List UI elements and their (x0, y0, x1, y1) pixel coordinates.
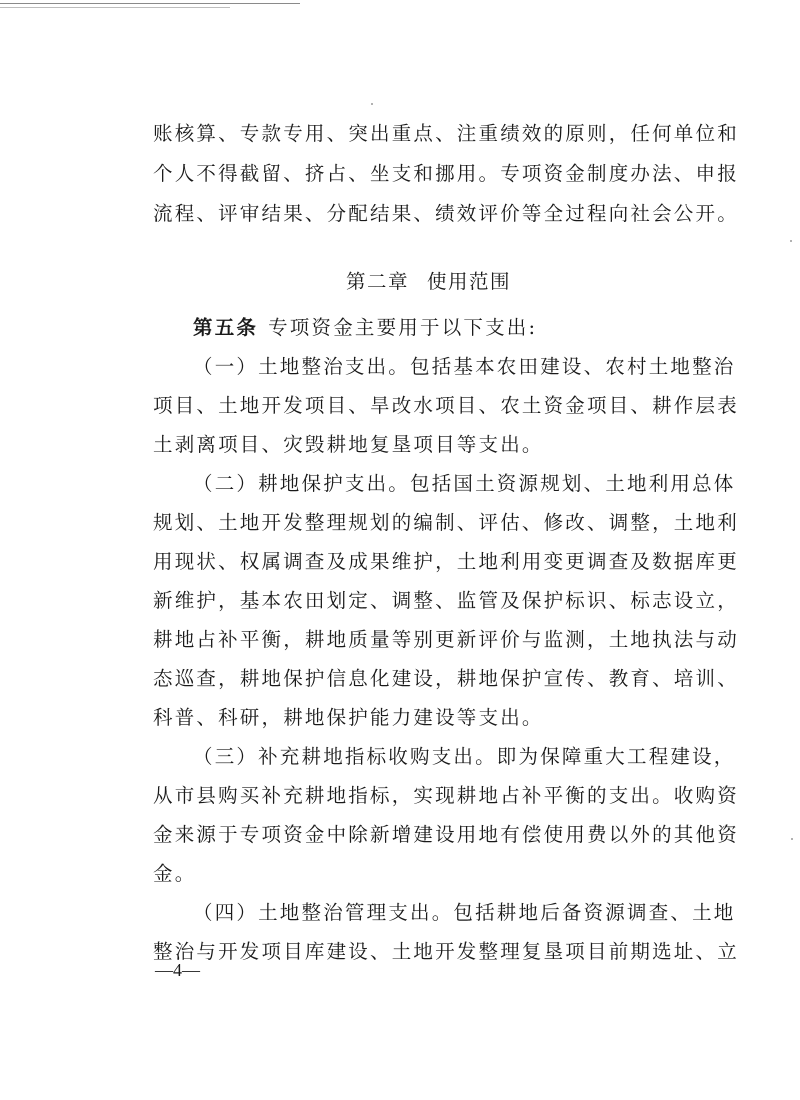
text-line: 从市县购买补充耕地指标，实现耕地占补平衡的支出。收购资 (153, 784, 739, 807)
text-line: 土剥离项目、灾毁耕地复垦项目等支出。 (153, 433, 544, 456)
scan-speck (371, 103, 373, 105)
scan-speck (791, 838, 793, 840)
text-line: 新维护，基本农田划定、调整、监管及保护标识、标志设立， (153, 589, 739, 612)
text-line: 科普、科研，耕地保护能力建设等支出。 (153, 706, 544, 729)
text-line: 态巡查，耕地保护信息化建设，耕地保护宣传、教育、培训、 (153, 667, 739, 690)
text-line: （二）耕地保护支出。包括国土资源规划、土地利用总体 (193, 472, 736, 495)
text-line: 流程、评审结果、分配结果、绩效评价等全过程向社会公开。 (153, 202, 739, 225)
text-line: 耕地占补平衡，耕地质量等别更新评价与监测，土地执法与动 (153, 628, 739, 651)
text-line: 规划、土地开发整理规划的编制、评估、修改、调整，土地利 (153, 511, 739, 534)
scan-edge-line-secondary (0, 7, 230, 8)
text-line: 金来源于专项资金中除新增建设用地有偿使用费以外的其他资 (153, 823, 739, 846)
text-line: （一）土地整治支出。包括基本农田建设、农村土地整治 (193, 355, 736, 378)
page-number: —4— (155, 960, 200, 980)
scan-speck (790, 240, 792, 242)
chapter-title: 使用范围 (427, 270, 512, 293)
text-line: 账核算、专款专用、突出重点、注重绩效的原则，任何单位和 (153, 122, 739, 145)
article-5-text: 专项资金主要用于以下支出: (268, 316, 538, 339)
text-line: 用现状、权属调查及成果维护，土地利用变更调查及数据库更 (153, 550, 739, 573)
scan-edge-line (0, 3, 300, 4)
text-line: 金。 (153, 862, 197, 885)
chapter-heading (346, 270, 529, 294)
text-line: （三）补充耕地指标收购支出。即为保障重大工程建设， (193, 745, 736, 768)
text-line: 个人不得截留、挤占、坐支和挪用。专项资金制度办法、申报 (153, 162, 739, 185)
article-5-heading (193, 316, 537, 340)
text-line: 项目、土地开发项目、旱改水项目、农土资金项目、耕作层表 (153, 394, 739, 417)
article-5-lead: 第五条 (193, 316, 259, 339)
chapter-number: 第二章 (346, 270, 410, 293)
text-line: （四）土地整治管理支出。包括耕地后备资源调查、土地 (193, 901, 736, 924)
text-line: 整治与开发项目库建设、土地开发整理复垦项目前期选址、立 (153, 940, 739, 963)
